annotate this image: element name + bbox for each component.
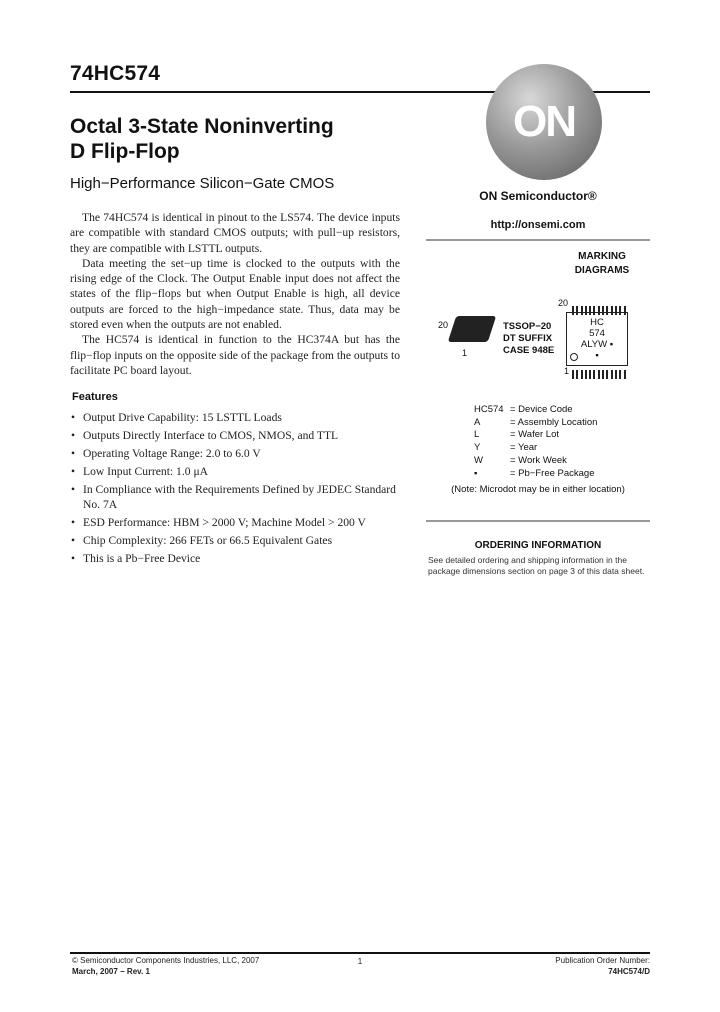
feature-item: • Outputs Directly Interface to CMOS, NMOS, and TTL xyxy=(70,428,410,443)
description-paragraph: Data meeting the set−up time is clocked to the outputs with the rising edge of the Clock. The Output Enable input does not affect the states of the flip−flops but when Output Enable is high, all device outputs are forced to the high−impedance state. Thus, data may be stored even when the outputs are not enabled. xyxy=(70,256,400,332)
pin-row-bottom-icon xyxy=(572,366,628,384)
legend-row xyxy=(474,429,597,442)
features-list xyxy=(70,410,410,568)
legend-row xyxy=(474,404,597,417)
package-line: DT SUFFIX xyxy=(503,333,553,344)
description-paragraph: The 74HC574 is identical in pinout to the LS574. The device inputs are compatible with standard CMOS outputs; with pull−up resistors, they are compatible with LSTTL outputs. xyxy=(70,211,400,255)
footer-copyright: © Semiconductor Components Industries, LLC, 2007 xyxy=(72,956,260,965)
tssop-package-icon xyxy=(448,316,496,342)
legend-key: Y xyxy=(474,442,481,454)
package-line: CASE 948E xyxy=(503,345,555,356)
package-info xyxy=(503,321,554,357)
description-paragraph: The HC574 is identical in function to the HC374A but has the flip−flop inputs on the opposite side of the package from the outputs to facilitate PC board layout. xyxy=(70,333,400,377)
legend-key: L xyxy=(474,429,480,441)
page-number: 1 xyxy=(357,957,363,966)
marking-heading-line: MARKING xyxy=(578,251,626,262)
legend-note: (Note: Microdot may be in either location) xyxy=(451,484,625,495)
legend-value: = Wafer Lot xyxy=(510,429,560,441)
title-line-2: D Flip-Flop xyxy=(70,140,180,163)
legend-value: = Work Week xyxy=(510,454,567,466)
feature-item: • This is a Pb−Free Device xyxy=(70,551,410,566)
publication-number: 74HC574/D xyxy=(608,967,650,976)
package-line: TSSOP−20 xyxy=(503,321,552,332)
legend-key: A xyxy=(474,416,481,428)
feature-item: • In Compliance with the Requirements Defined by JEDEC Standard No. 7A xyxy=(70,482,410,513)
ordering-heading: ORDERING INFORMATION xyxy=(474,540,602,551)
title-line-1: Octal 3-State Noninverting xyxy=(70,115,334,138)
divider xyxy=(426,239,650,241)
legend-row xyxy=(474,417,597,430)
marking-heading-line: DIAGRAMS xyxy=(574,265,630,276)
pin-label: 20 xyxy=(438,320,449,330)
on-logo xyxy=(486,64,602,180)
footer-date: March, 2007 − Rev. 1 xyxy=(72,967,150,976)
footer-rule xyxy=(70,952,650,954)
features-heading: Features xyxy=(72,391,118,403)
feature-item: • Output Drive Capability: 15 LSTTL Loads xyxy=(70,410,410,425)
marking-code: 574 xyxy=(589,328,605,339)
feature-item: • Low Input Current: 1.0 μA xyxy=(70,464,410,479)
publication-label: Publication Order Number: xyxy=(555,956,650,965)
feature-item: • Operating Voltage Range: 2.0 to 6.0 V xyxy=(70,446,410,461)
part-number: 74HC574 xyxy=(70,62,161,85)
marking-code: HC xyxy=(590,317,604,328)
pin-label: 20 xyxy=(558,298,569,308)
legend-row xyxy=(474,442,597,455)
pin-label: 1 xyxy=(462,348,468,358)
divider xyxy=(426,520,650,522)
pin-label: 1 xyxy=(564,366,570,376)
website-link[interactable]: http://onsemi.com xyxy=(490,219,586,231)
marking-code: ALYW ▪ xyxy=(580,339,614,350)
feature-item: • ESD Performance: HBM > 2000 V; Machine Model > 200 V xyxy=(70,515,410,530)
legend-value: = Device Code xyxy=(510,404,573,415)
document-title xyxy=(70,114,334,164)
legend-value: = Pb−Free Package xyxy=(510,467,595,479)
pin1-indicator-icon xyxy=(570,353,578,361)
legend-row xyxy=(474,455,597,468)
description xyxy=(70,210,400,378)
marking-code: ▪ xyxy=(595,350,599,361)
logo-text: ON xyxy=(513,97,575,146)
legend-value: = Year xyxy=(510,442,538,454)
ordering-text: See detailed ordering and shipping information in the package dimensions section on page 3 of this data sheet. xyxy=(428,555,645,576)
document-subtitle: High−Performance Silicon−Gate CMOS xyxy=(70,175,335,192)
marking-heading xyxy=(560,250,644,278)
marking-legend xyxy=(474,404,597,480)
legend-key: HC574 xyxy=(474,404,504,415)
feature-item: • Chip Complexity: 266 FETs or 66.5 Equivalent Gates xyxy=(70,533,410,548)
legend-value: = Assembly Location xyxy=(510,416,598,428)
brand-name: ON Semiconductor® xyxy=(479,189,597,203)
legend-key: ▪ xyxy=(474,467,478,479)
legend-key: W xyxy=(474,454,483,466)
legend-row xyxy=(474,468,597,481)
